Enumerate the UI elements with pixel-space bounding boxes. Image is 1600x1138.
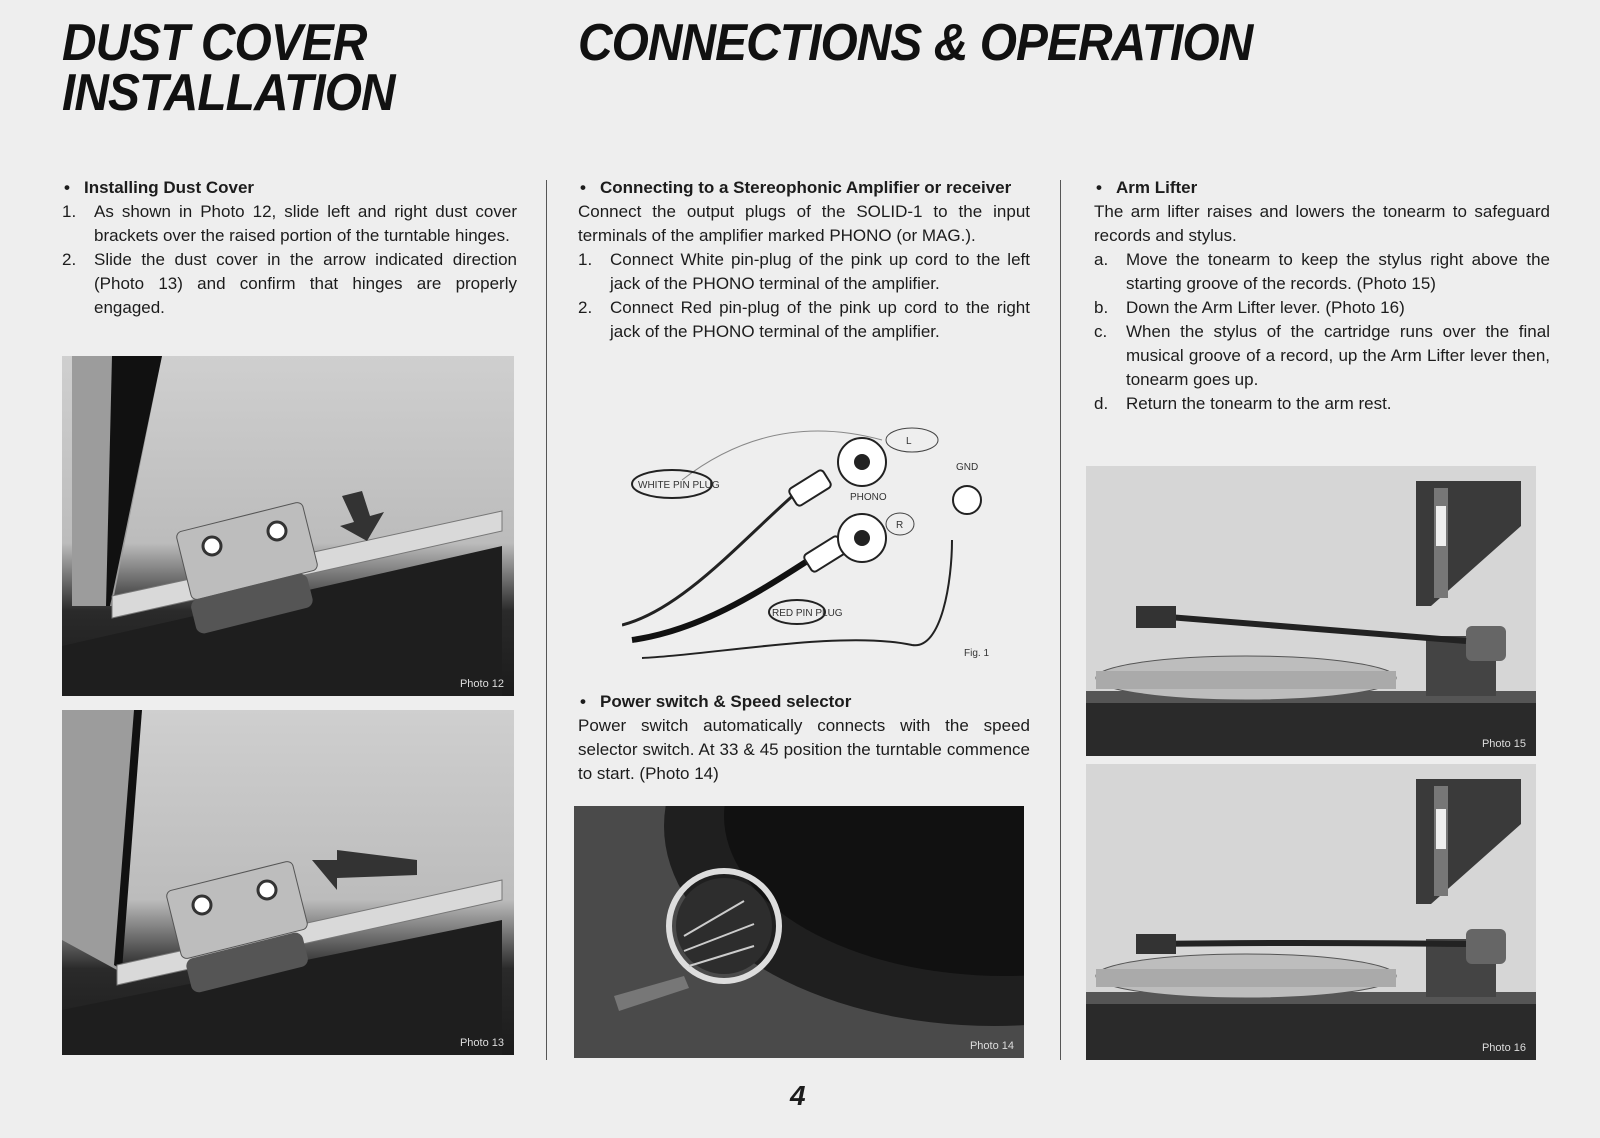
power-section <box>578 690 1030 786</box>
photo-12-dust-cover-hinge <box>62 356 514 696</box>
step-marker: 2. <box>578 298 593 317</box>
figure-1-connection-diagram <box>622 420 1032 690</box>
column-divider <box>546 180 547 1060</box>
dust-cover-section <box>62 176 517 320</box>
list-item <box>1094 392 1550 416</box>
step-text: When the stylus of the cartridge runs over the final musical groove of a record, up the Arm Lifter lever then, tonearm goes up. <box>1126 322 1550 389</box>
list-item <box>1094 296 1550 320</box>
arm-lifter-heading: • Arm Lifter <box>1094 176 1550 200</box>
connecting-heading: • Connecting to a Stereophonic Amplifier or receiver <box>578 176 1030 200</box>
step-marker: d. <box>1094 394 1109 413</box>
figure-caption: Fig. 1 <box>964 648 990 659</box>
step-marker: a. <box>1094 250 1109 269</box>
arm-lifter-section <box>1094 176 1550 416</box>
photo-13-dust-cover-slide <box>62 710 514 1055</box>
step-text: Connect Red pin-plug of the pink up cord to the right jack of the PHONO terminal of the amplifier. <box>610 298 1030 341</box>
photo-14-speed-selector <box>574 806 1024 1058</box>
step-marker: 1. <box>62 202 77 221</box>
connecting-steps <box>578 248 1030 344</box>
phono-label: PHONO <box>850 492 887 503</box>
step-text: Down the Arm Lifter lever. (Photo 16) <box>1126 298 1405 317</box>
connecting-intro: Connect the output plugs of the SOLID-1 to the input terminals of the amplifier marked PHONO (or MAG.). <box>578 202 1030 245</box>
power-text: Power switch automatically connects with the speed selector switch. At 33 & 45 position the turntable commence to start. (Photo 14) <box>578 716 1030 783</box>
step-text: Return the tonearm to the arm rest. <box>1126 394 1392 413</box>
gnd-label: GND <box>956 462 979 473</box>
photo-label: Photo 14 <box>969 1040 1014 1052</box>
turntable-illustration <box>1086 764 1536 1060</box>
step-marker: b. <box>1094 298 1109 317</box>
title-line-2: INSTALLATION <box>62 64 395 122</box>
title-line-1: DUST COVER <box>62 14 367 72</box>
list-item <box>62 200 517 248</box>
list-item <box>1094 320 1550 392</box>
list-item <box>578 296 1030 344</box>
arm-lifter-steps <box>1094 248 1550 416</box>
column-divider <box>1060 180 1061 1060</box>
speed-selector-illustration <box>574 806 1024 1058</box>
photo-label: Photo 15 <box>1481 738 1526 750</box>
step-text: Slide the dust cover in the arrow indicated direction (Photo 13) and confirm that hinges are properly engaged. <box>94 250 517 317</box>
connecting-section <box>578 176 1030 344</box>
hinge-illustration <box>62 356 514 696</box>
step-text: Move the tonearm to keep the stylus right above the starting groove of the records. (Photo 15) <box>1126 250 1550 293</box>
step-marker: c. <box>1094 322 1108 341</box>
photo-label: Photo 13 <box>459 1037 504 1049</box>
list-item <box>1094 248 1550 296</box>
connections-title: CONNECTIONS & OPERATION <box>578 14 1253 72</box>
step-marker: 1. <box>578 250 593 269</box>
installing-dust-cover-heading: • Installing Dust Cover <box>62 176 517 200</box>
left-channel-label: L <box>906 436 912 447</box>
white-pin-plug-label: WHITE PIN PLUG <box>638 480 720 491</box>
photo-label: Photo 16 <box>1481 1042 1526 1054</box>
photo-16-tonearm-lowered <box>1086 764 1536 1060</box>
page-number: 4 <box>790 1080 806 1111</box>
dust-cover-title <box>62 14 395 122</box>
dust-cover-steps <box>62 200 517 320</box>
power-heading: • Power switch & Speed selector <box>578 690 1030 714</box>
arm-lifter-intro: The arm lifter raises and lowers the tonearm to safeguard records and stylus. <box>1094 202 1550 245</box>
red-pin-plug-label: RED PIN PLUG <box>772 608 843 619</box>
photo-label: Photo 12 <box>459 678 504 690</box>
list-item <box>578 248 1030 296</box>
step-text: As shown in Photo 12, slide left and right dust cover brackets over the raised portion of the turntable hinges. <box>94 202 517 245</box>
right-channel-label: R <box>896 520 904 531</box>
turntable-illustration <box>1086 466 1536 756</box>
hinge-illustration <box>62 710 514 1055</box>
step-text: Connect White pin-plug of the pink up cord to the left jack of the PHONO terminal of the amplifier. <box>610 250 1030 293</box>
list-item <box>62 248 517 320</box>
step-marker: 2. <box>62 250 77 269</box>
photo-15-tonearm-raised <box>1086 466 1536 756</box>
